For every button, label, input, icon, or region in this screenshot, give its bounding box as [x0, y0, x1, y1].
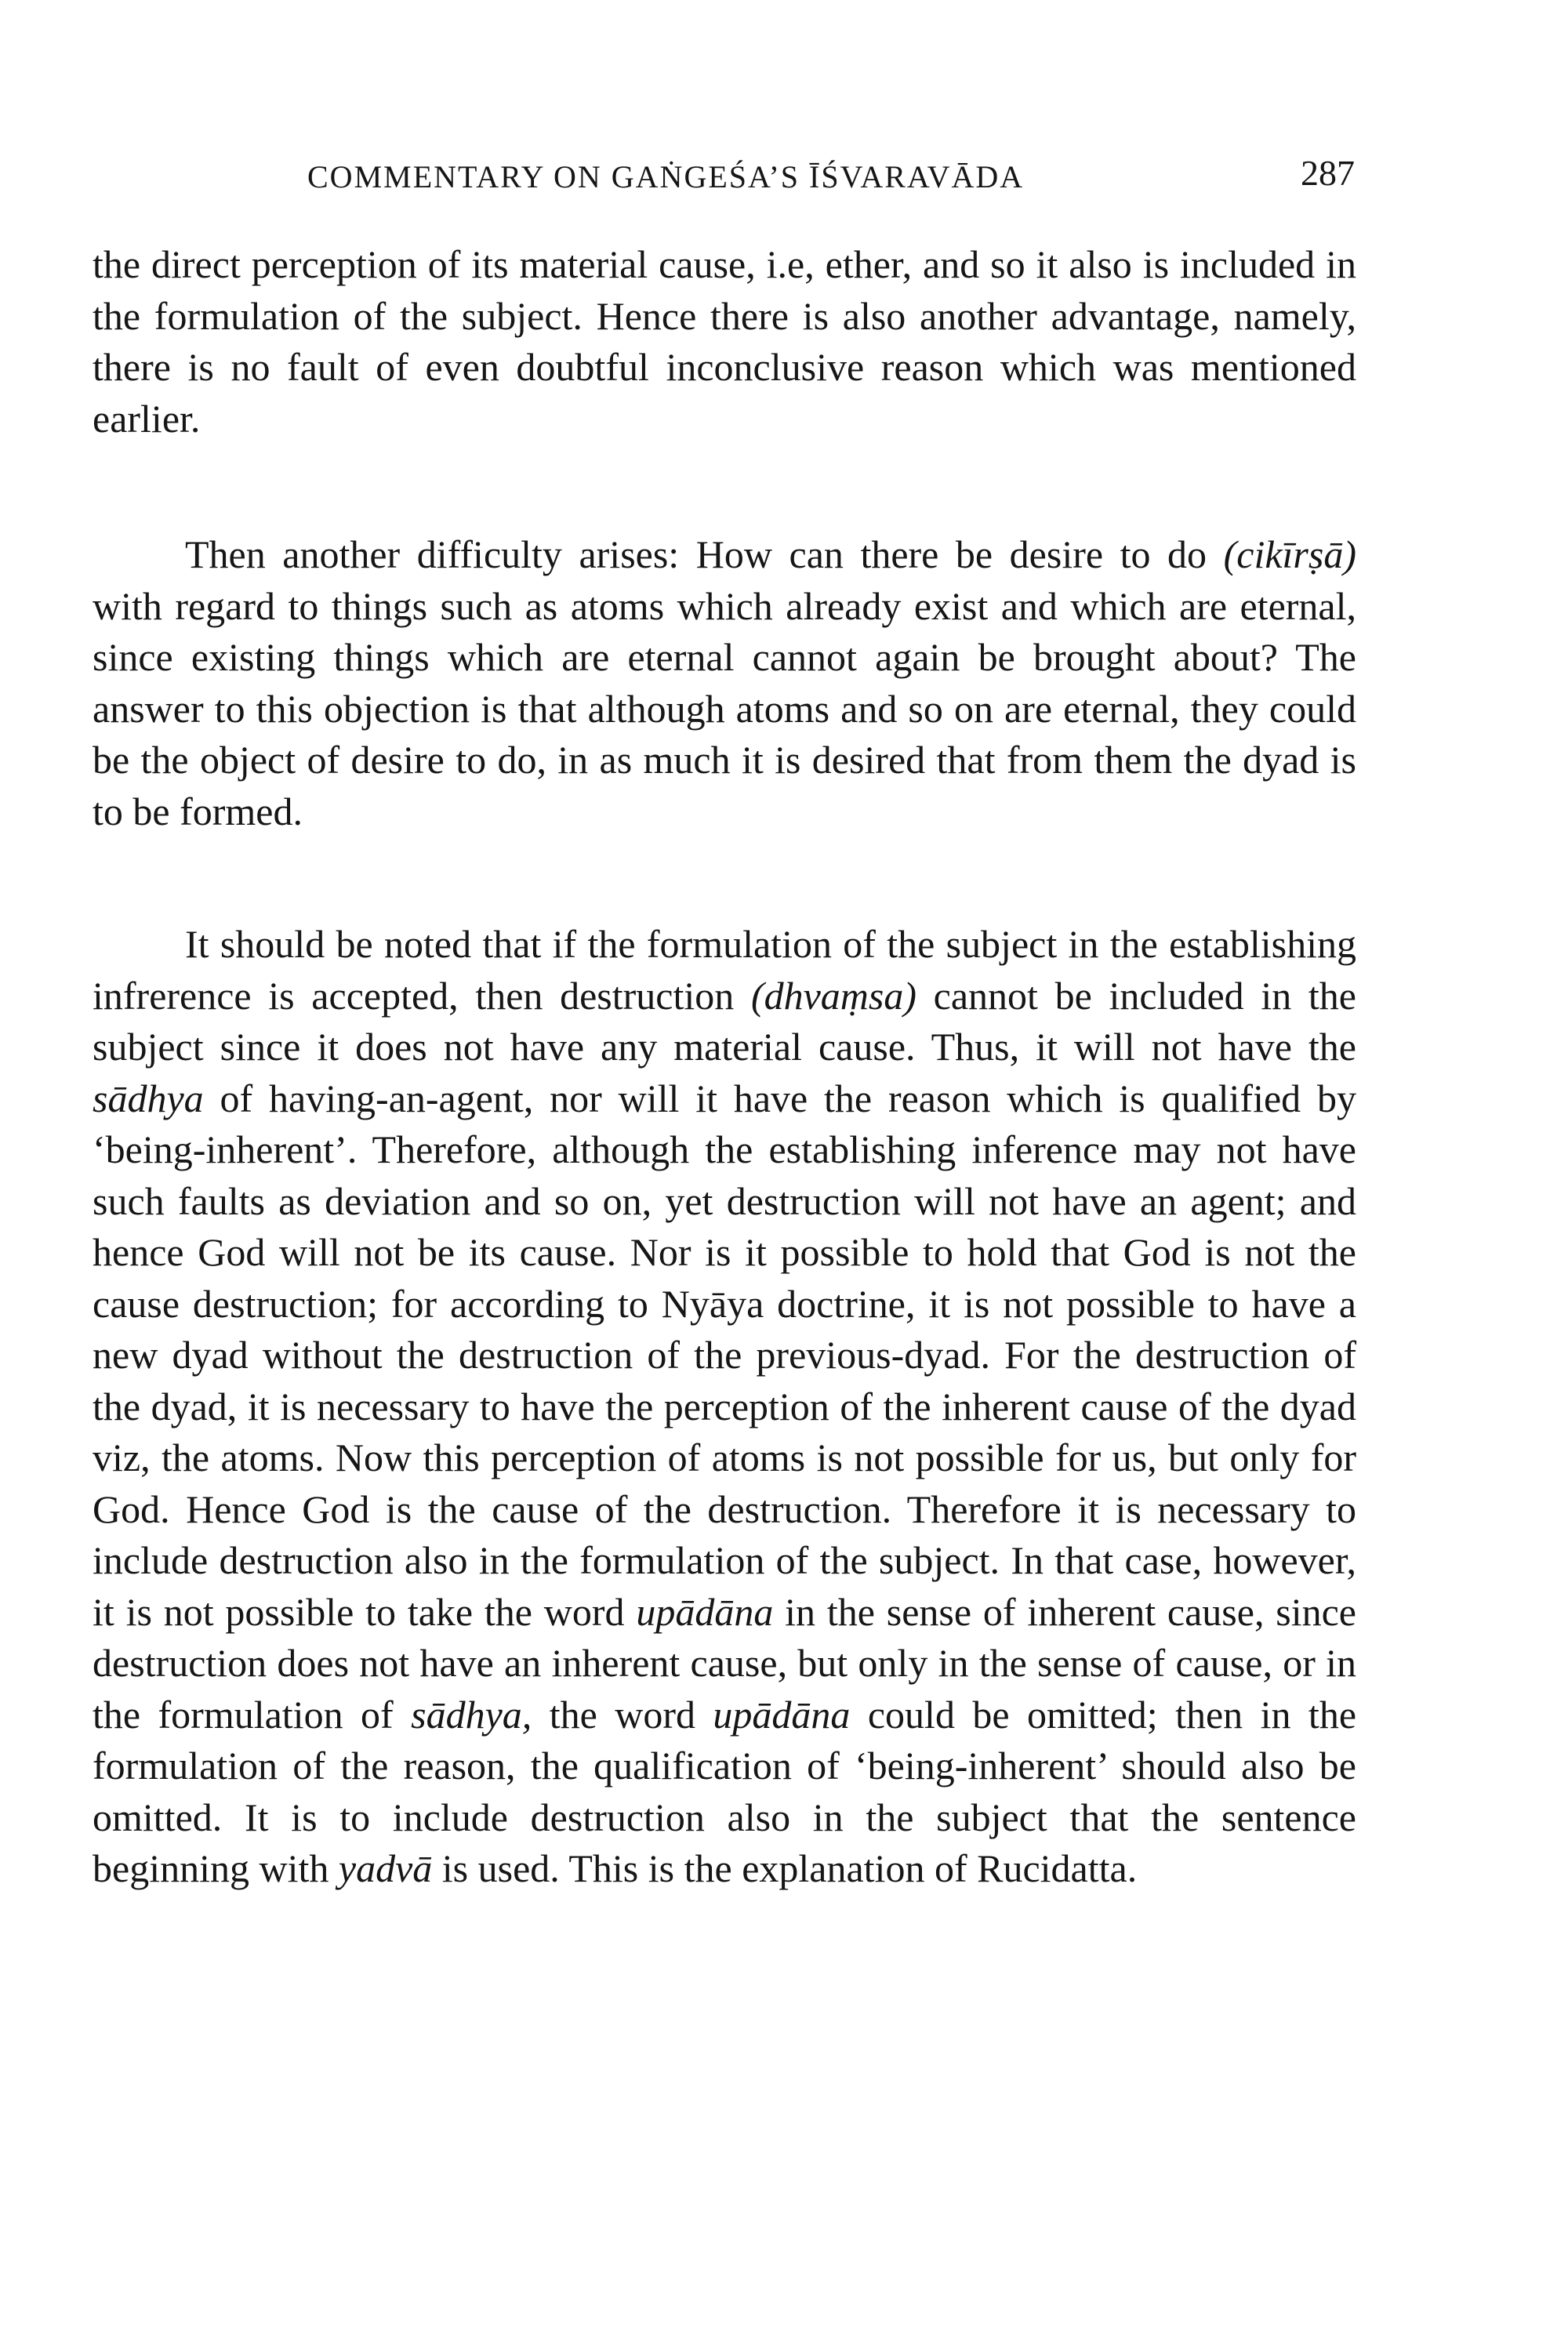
text-segment: in the sense of inherent cause, since destruction does not have an inherent cause, but only in the sense of cause, or in the formulation of — [93, 1589, 1356, 1737]
running-header — [307, 154, 1355, 201]
italic-term: sādhya, — [411, 1692, 532, 1737]
text-segment: the word — [532, 1692, 713, 1737]
text-segment: is used. This is the explanation of Rucidatta. — [432, 1846, 1138, 1890]
running-title: COMMENTARY ON GAṄGEŚA’S ĪŚVARAVĀDA — [307, 159, 1025, 194]
text-segment: with regard to things such as atoms which already exist and which are eternal, since existing things which are eternal cannot again be brought about? The answer to this objection is that although atoms and so on are eternal, they could be the object of desire to do, in as much it is desired that from them the dyad is to be formed. — [93, 583, 1356, 833]
text-segment: could be omitted; then in the formulation of the reason, the qualification of ‘being-inherent’ should also be omitted. It is to include destruction also in the subject that the sentence beginning with — [93, 1692, 1357, 1890]
italic-term: (cikīrṣā) — [1223, 532, 1356, 576]
page-number: 287 — [1301, 153, 1355, 193]
text-segment: cannot be included in the subject since it does not have any material cause. Thus, it will not have the — [93, 973, 1356, 1069]
italic-term: (dhvaṃsa) — [750, 973, 916, 1018]
text-segment: It should be noted that if the formulation of the subject in the establishing infrerence is accepted, then destruction — [93, 922, 1356, 1018]
text-segment: of having-an-agent, nor will it have the reason which is qualified by ‘being-inherent’. Therefore, although the establishing inference may not have such faults as deviation and so on, yet destruction will not have an agent; and hence God will not be its cause. Nor is it possible to hold that God is not the cause destruction; for according to Nyāya doctrine, it is not possible to have a new dyad without the destruction of the previous-dyad. For the destruction of the dyad, it is necessary to have the perception of the inherent cause of the dyad viz, the atoms. Now this perception of atoms is not possible for us, but only for God. Hence God is the cause of the destruction. Therefore it is necessary to include destruction also in the formulation of the subject. In that case, however, it is not possible to take the word — [93, 1076, 1356, 1634]
italic-term: upādāna — [713, 1692, 851, 1737]
text-segment: Then another difficulty arises: How can there be desire to do — [185, 532, 1224, 576]
italic-term: upādāna — [636, 1589, 774, 1634]
body-text — [93, 239, 1356, 1895]
paragraph — [93, 919, 1356, 1895]
paragraph — [93, 239, 1356, 445]
italic-term: yadvā — [338, 1846, 433, 1890]
italic-term: sādhya — [93, 1076, 204, 1120]
paragraph — [93, 529, 1356, 837]
text-segment: the direct perception of its material cause, i.e, ether, and so it also is included in the formulation of the subject. Hence there is also another advantage, namely, there is no fault of even doubtful inconclusive reason which was mentioned earlier. — [93, 242, 1356, 441]
